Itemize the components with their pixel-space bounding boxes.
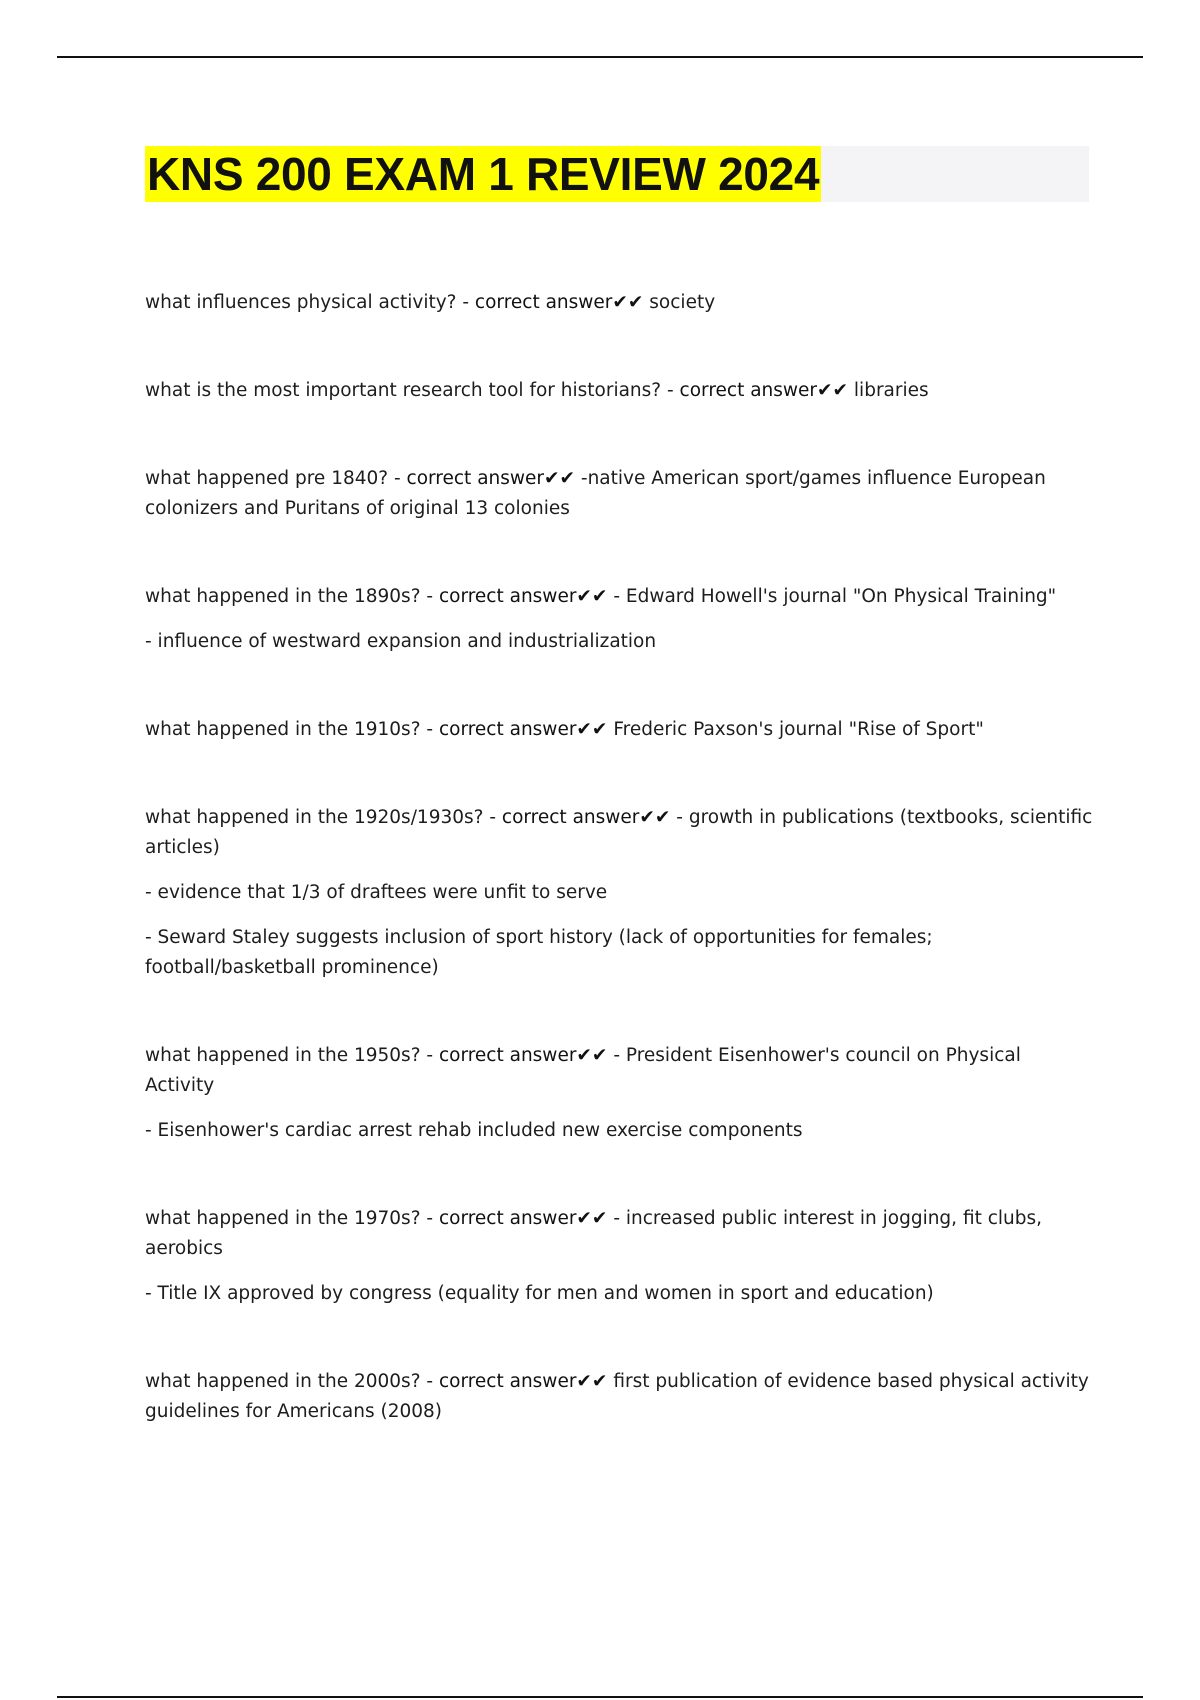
answer-text: - Edward Howell's journal "On Physical Training" — [613, 586, 1057, 607]
document-title: KNS 200 EXAM 1 REVIEW 2024 — [147, 148, 820, 200]
answer-marker: correct answer✔✔ — [438, 719, 608, 740]
answer-marker: correct answer✔✔ — [474, 292, 644, 313]
qa-item — [145, 376, 1093, 406]
question-line: what happened in the 1920s/1930s? - correct answer✔✔ - growth in publications (textbooks, scientific articles) — [145, 807, 1093, 858]
answer-text: Frederic Paxson's journal "Rise of Sport" — [613, 719, 984, 740]
question-line: what happened in the 2000s? - correct answer✔✔ first publication of evidence based physical activity guidelines for Americans (2008) — [145, 1371, 1089, 1422]
qa-item — [145, 1041, 1093, 1146]
question-text: what happened in the 1890s? — [145, 586, 421, 607]
answer-marker: correct answer✔✔ — [438, 1371, 608, 1392]
answer-marker: correct answer✔✔ — [501, 807, 671, 828]
question-text: what happened in the 1970s? — [145, 1208, 421, 1229]
question-text: what happened in the 1950s? — [145, 1045, 421, 1066]
answer-text: -native American sport/games influence European colonizers and Puritans of original 13 colonies — [145, 468, 1046, 519]
question-line: what happened in the 1950s? - correct answer✔✔ - President Eisenhower's council on Physical Activity — [145, 1045, 1021, 1096]
qa-item — [145, 1367, 1093, 1427]
header-rule — [57, 56, 1143, 58]
question-text: what is the most important research tool for historians? — [145, 380, 662, 401]
qa-list — [145, 288, 1093, 1485]
question-line: what influences physical activity? - correct answer✔✔ society — [145, 292, 716, 313]
question-text: what happened in the 2000s? — [145, 1371, 421, 1392]
question-line: what happened pre 1840? - correct answer✔✔ -native American sport/games influence European colonizers and Puritans of original 13 colonies — [145, 468, 1046, 519]
answer-text: - President Eisenhower's council on Physical Activity — [145, 1045, 1021, 1096]
question-line: what is the most important research tool for historians? - correct answer✔✔ libraries — [145, 380, 929, 401]
question-text: what happened in the 1910s? — [145, 719, 421, 740]
answer-line: - influence of westward expansion and industrialization — [145, 631, 657, 652]
answer-text: - growth in publications (textbooks, scientific articles) — [145, 807, 1093, 858]
answer-text: libraries — [853, 380, 929, 401]
answer-line: - evidence that 1/3 of draftees were unfit to serve — [145, 882, 608, 903]
answer-line: - Seward Staley suggests inclusion of sport history (lack of opportunities for females; football/basketball prominence) — [145, 927, 933, 978]
question-line: what happened in the 1910s? - correct answer✔✔ Frederic Paxson's journal "Rise of Sport" — [145, 719, 984, 740]
answer-text: - increased public interest in jogging, fit clubs, aerobics — [145, 1208, 1043, 1259]
answer-marker: correct answer✔✔ — [438, 1045, 608, 1066]
question-text: what happened in the 1920s/1930s? — [145, 807, 484, 828]
answer-marker: correct answer✔✔ — [679, 380, 849, 401]
question-line: what happened in the 1890s? - correct answer✔✔ - Edward Howell's journal "On Physical Training" — [145, 586, 1057, 607]
answer-line: - Title IX approved by congress (equality for men and women in sport and education) — [145, 1283, 934, 1304]
qa-item — [145, 464, 1093, 524]
question-text: what happened pre 1840? — [145, 468, 389, 489]
answer-line: - Eisenhower's cardiac arrest rehab included new exercise components — [145, 1120, 803, 1141]
qa-item — [145, 715, 1093, 745]
qa-item — [145, 803, 1093, 983]
qa-item — [145, 288, 1093, 318]
footer-rule — [57, 1696, 1143, 1698]
answer-text: society — [649, 292, 716, 313]
answer-marker: correct answer✔✔ — [438, 1208, 608, 1229]
question-text: what influences physical activity? — [145, 292, 457, 313]
qa-item — [145, 1204, 1093, 1309]
answer-marker: correct answer✔✔ — [406, 468, 576, 489]
answer-text: first publication of evidence based physical activity guidelines for Americans (2008) — [145, 1371, 1089, 1422]
question-line: what happened in the 1970s? - correct answer✔✔ - increased public interest in jogging, fit clubs, aerobics — [145, 1208, 1043, 1259]
answer-marker: correct answer✔✔ — [438, 586, 608, 607]
qa-item — [145, 582, 1093, 657]
